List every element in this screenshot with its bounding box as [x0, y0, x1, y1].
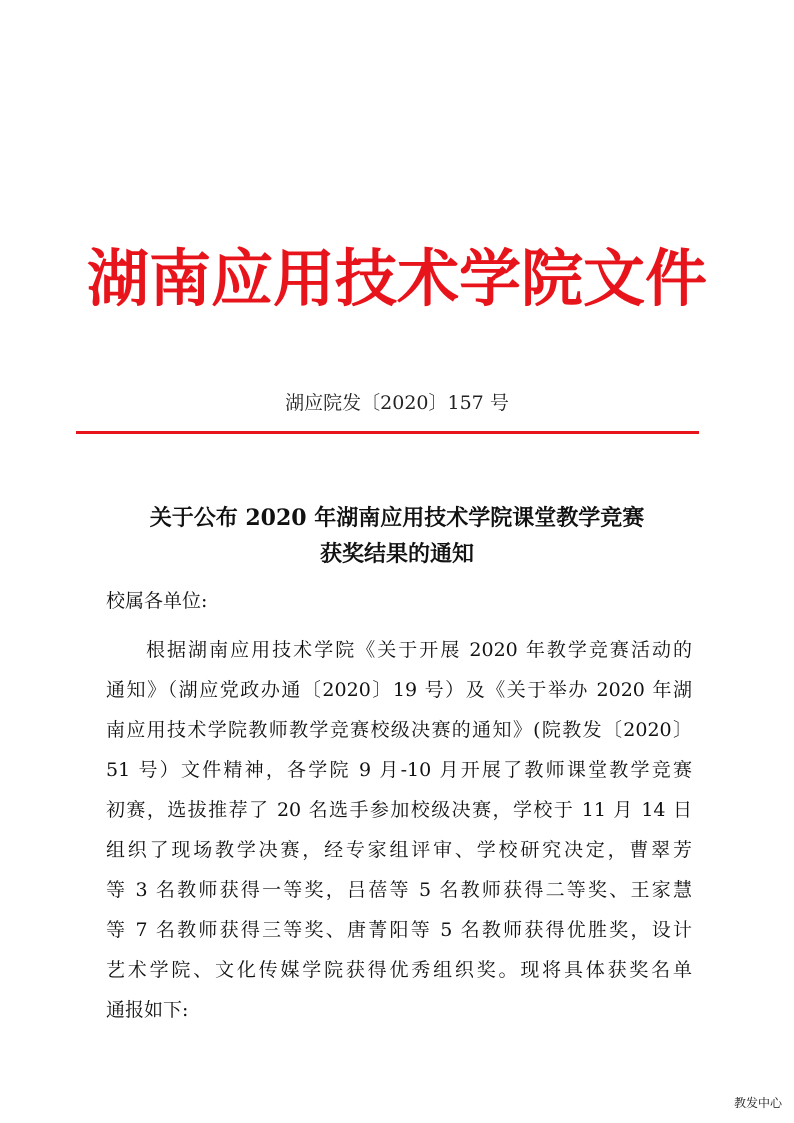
body-line: 通知》（湖应党政办通〔2020〕19 号）及《关于举办 2020 年湖 [106, 679, 692, 701]
body-line: 初赛，选拔推荐了 20 名选手参加校级决赛，学校于 11 月 14 日 [106, 799, 692, 821]
notice-title-line-1: 关于公布 2020 年湖南应用技术学院课堂教学竞赛 [149, 505, 645, 531]
footer-department-tag: 教发中心 [733, 1096, 782, 1110]
notice-body [106, 630, 692, 1030]
notice-title [100, 500, 694, 572]
body-line: 组织了现场教学决赛，经专家组评审、学校研究决定，曹翠芳 [106, 839, 692, 861]
red-divider-line [76, 431, 699, 434]
body-line: 南应用技术学院教师教学竞赛校级决赛的通知》(院教发〔2020〕 [106, 719, 692, 741]
body-line: 等 7 名教师获得三等奖、唐菁阳等 5 名教师获得优胜奖，设计 [106, 919, 692, 941]
body-line: 通报如下: [106, 999, 189, 1021]
body-line: 根据湖南应用技术学院《关于开展 2020 年教学竞赛活动的 [146, 639, 692, 661]
document-header-title: 湖南应用技术学院文件 [86, 242, 707, 315]
body-line: 等 3 名教师获得一等奖，吕蓓等 5 名教师获得二等奖、王家慧 [106, 879, 692, 901]
body-line: 51 号）文件精神，各学院 9 月-10 月开展了教师课堂教学竞赛 [106, 759, 692, 781]
document-number: 湖应院发〔2020〕157 号 [285, 392, 509, 414]
salutation: 校属各单位: [106, 590, 208, 612]
body-line: 艺术学院、文化传媒学院获得优秀组织奖。现将具体获奖名单 [106, 959, 692, 981]
notice-title-line-2: 获奖结果的通知 [319, 541, 474, 567]
